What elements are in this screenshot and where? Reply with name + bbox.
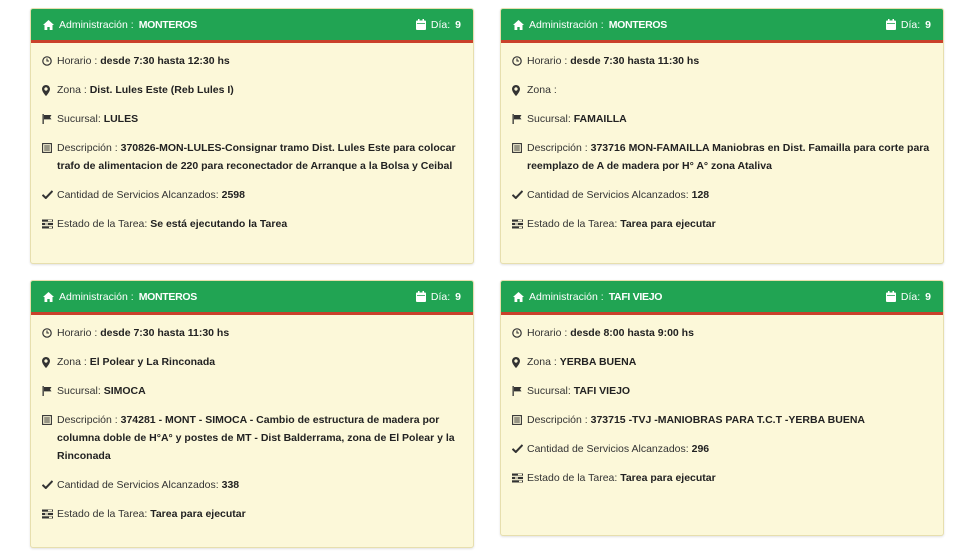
- sucursal-value: FAMAILLA: [573, 113, 627, 125]
- servicios-label: Cantidad de Servicios Alcanzados:: [527, 189, 692, 201]
- horario-row: [512, 324, 932, 342]
- horario-row: [42, 324, 462, 342]
- map-marker-icon: [42, 81, 53, 99]
- estado-value: Se está ejecutando la Tarea: [150, 218, 288, 230]
- zona-label: Zona :: [527, 356, 560, 368]
- sucursal-row: [42, 110, 462, 128]
- descripcion-value: 374281 - MONT - SIMOCA - Cambio de estructura de madera por columna doble de H°A° y postes de MT - Dist Balderrama, zona de El Polear y la Rinconada: [57, 414, 455, 462]
- day-label: Día:: [430, 290, 451, 303]
- sucursal-value: LULES: [103, 113, 139, 125]
- servicios-row: [42, 476, 462, 494]
- day-value: 9: [455, 290, 461, 303]
- estado-row: [42, 505, 462, 523]
- zona-label: Zona :: [527, 84, 557, 96]
- descripcion-label: Descripción :: [57, 414, 121, 426]
- servicios-row: [512, 440, 932, 458]
- card-header: [31, 9, 473, 43]
- estado-value: Tarea para ejecutar: [620, 218, 716, 230]
- horario-value: desde 8:00 hasta 9:00 hs: [570, 327, 694, 339]
- descripcion-label: Descripción :: [527, 414, 591, 426]
- tasks-icon: [512, 469, 523, 487]
- calendar-icon: [416, 19, 426, 30]
- sucursal-row: [512, 110, 932, 128]
- home-icon: [513, 292, 524, 302]
- map-marker-icon: [42, 353, 53, 371]
- zona-value: Dist. Lules Este (Reb Lules I): [89, 84, 234, 96]
- calendar-icon: [886, 19, 896, 30]
- sucursal-value: TAFI VIEJO: [573, 385, 631, 397]
- check-icon: [42, 186, 53, 204]
- servicios-value: 128: [691, 189, 710, 201]
- home-icon: [513, 20, 524, 30]
- horario-value: desde 7:30 hasta 11:30 hs: [100, 327, 230, 339]
- estado-value: Tarea para ejecutar: [150, 508, 246, 520]
- flag-icon: [512, 110, 523, 128]
- task-card: [500, 8, 944, 264]
- calendar-icon: [886, 291, 896, 302]
- list-alt-icon: [42, 139, 53, 157]
- admin-label: Administración :: [59, 18, 134, 31]
- servicios-value: 338: [221, 479, 240, 491]
- horario-value: desde 7:30 hasta 11:30 hs: [570, 55, 700, 67]
- admin-name: MONTEROS: [608, 18, 667, 31]
- day-label: Día:: [430, 18, 451, 31]
- zona-label: Zona :: [57, 356, 90, 368]
- list-alt-icon: [42, 411, 53, 429]
- sucursal-label: Sucursal:: [527, 385, 574, 397]
- home-icon: [43, 292, 54, 302]
- task-card: [500, 280, 944, 536]
- zona-row: [42, 81, 462, 99]
- horario-value: desde 7:30 hasta 12:30 hs: [100, 55, 230, 67]
- descripcion-label: Descripción :: [57, 142, 121, 154]
- sucursal-value: SIMOCA: [103, 385, 146, 397]
- admin-name: MONTEROS: [138, 290, 197, 303]
- list-alt-icon: [512, 139, 523, 157]
- card-header: [31, 281, 473, 315]
- sucursal-label: Sucursal:: [57, 385, 104, 397]
- sucursal-label: Sucursal:: [57, 113, 104, 125]
- descripcion-value: 370826-MON-LULES-Consignar tramo Dist. Lules Este para colocar trafo de alimentacion de 220 para reconectador de Arranque a la Bolsa y Ceibal: [57, 142, 456, 172]
- card-header: [501, 281, 943, 315]
- day-value: 9: [925, 290, 931, 303]
- servicios-label: Cantidad de Servicios Alcanzados:: [57, 189, 222, 201]
- sucursal-row: [42, 382, 462, 400]
- zona-row: [42, 353, 462, 371]
- day-label: Día:: [900, 290, 921, 303]
- descripcion-row: [42, 411, 462, 465]
- estado-label: Estado de la Tarea:: [527, 218, 621, 230]
- zona-row: [512, 81, 932, 99]
- horario-label: Horario :: [57, 327, 101, 339]
- descripcion-value: 373716 MON-FAMAILLA Maniobras en Dist. Famailla para corte para reemplazo de A de madera por H° A° zona Ataliva: [527, 142, 930, 172]
- task-card: [30, 280, 474, 548]
- admin-label: Administración :: [59, 290, 134, 303]
- sucursal-row: [512, 382, 932, 400]
- horario-label: Horario :: [527, 55, 571, 67]
- clock-icon: [42, 52, 53, 70]
- tasks-icon: [42, 505, 53, 523]
- zona-row: [512, 353, 932, 371]
- flag-icon: [42, 110, 53, 128]
- list-alt-icon: [512, 411, 523, 429]
- descripcion-label: Descripción :: [527, 142, 591, 154]
- descripcion-value: 373715 -TVJ -MANIOBRAS PARA T.C.T -YERBA BUENA: [590, 414, 866, 426]
- check-icon: [512, 186, 523, 204]
- estado-label: Estado de la Tarea:: [57, 508, 151, 520]
- estado-row: [512, 215, 932, 233]
- card-header: [501, 9, 943, 43]
- calendar-icon: [416, 291, 426, 302]
- estado-row: [512, 469, 932, 487]
- day-value: 9: [455, 18, 461, 31]
- admin-name: MONTEROS: [138, 18, 197, 31]
- tasks-icon: [42, 215, 53, 233]
- horario-label: Horario :: [57, 55, 101, 67]
- flag-icon: [42, 382, 53, 400]
- zona-label: Zona :: [57, 84, 90, 96]
- servicios-label: Cantidad de Servicios Alcanzados:: [57, 479, 222, 491]
- estado-label: Estado de la Tarea:: [57, 218, 151, 230]
- servicios-value: 296: [691, 443, 710, 455]
- tasks-icon: [512, 215, 523, 233]
- home-icon: [43, 20, 54, 30]
- descripcion-row: [42, 139, 462, 175]
- servicios-label: Cantidad de Servicios Alcanzados:: [527, 443, 692, 455]
- task-card: [30, 8, 474, 264]
- admin-label: Administración :: [529, 290, 604, 303]
- map-marker-icon: [512, 353, 523, 371]
- descripcion-row: [512, 139, 932, 175]
- horario-row: [512, 52, 932, 70]
- admin-label: Administración :: [529, 18, 604, 31]
- sucursal-label: Sucursal:: [527, 113, 574, 125]
- zona-value: YERBA BUENA: [559, 356, 637, 368]
- servicios-row: [42, 186, 462, 204]
- check-icon: [512, 440, 523, 458]
- estado-row: [42, 215, 462, 233]
- map-marker-icon: [512, 81, 523, 99]
- servicios-row: [512, 186, 932, 204]
- clock-icon: [512, 52, 523, 70]
- check-icon: [42, 476, 53, 494]
- clock-icon: [512, 324, 523, 342]
- estado-label: Estado de la Tarea:: [527, 472, 621, 484]
- descripcion-row: [512, 411, 932, 429]
- day-label: Día:: [900, 18, 921, 31]
- admin-name: TAFI VIEJO: [608, 290, 663, 303]
- horario-label: Horario :: [527, 327, 571, 339]
- zona-value: El Polear y La Rinconada: [89, 356, 216, 368]
- clock-icon: [42, 324, 53, 342]
- estado-value: Tarea para ejecutar: [620, 472, 716, 484]
- servicios-value: 2598: [221, 189, 245, 201]
- flag-icon: [512, 382, 523, 400]
- horario-row: [42, 52, 462, 70]
- day-value: 9: [925, 18, 931, 31]
